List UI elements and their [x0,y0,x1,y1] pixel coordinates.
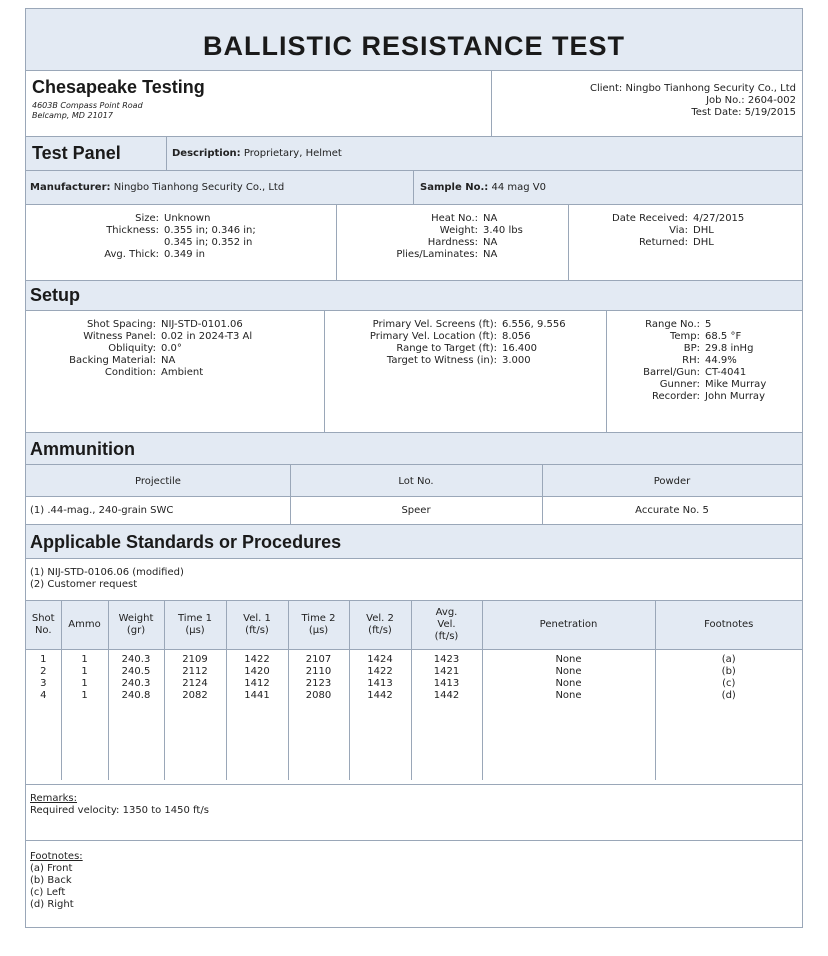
cell-shot-no: 4 [26,690,61,702]
barrel-gun-label: Barrel/Gun: [643,367,700,378]
shot-table-header-row [26,601,802,649]
col-header-line: Penetration [539,618,598,630]
remarks-text: Required velocity: 1350 to 1450 ft/s [30,805,209,816]
ammunition-row [26,497,802,525]
col-header-time1 [164,601,226,649]
witness-panel-label: Witness Panel: [83,331,156,342]
cell-weight: 240.3 [108,649,164,666]
manufacturer-field [30,182,284,193]
cell-footnote-ref: (a) [721,653,736,665]
col-header-line: Time 1 [177,612,212,624]
job-value: 2604-002 [747,95,796,106]
vel-screens-label: Primary Vel. Screens (ft): [372,319,497,330]
hardness-value: NA [483,237,498,248]
cell-time1: 2082 [164,690,226,702]
cell-time2: 2080 [288,690,349,702]
via-value: DHL [693,225,714,236]
col-header-vel1 [226,601,288,649]
client-label: Client: [589,83,623,94]
col-header-weight [108,601,164,649]
col-header-avg-vel [411,601,482,649]
standard-item: (1) NIJ-STD-0106.06 (modified) [30,567,184,578]
lab-block [32,77,472,121]
test-date-label: Test Date: [691,107,742,118]
col-header-line: (µs) [185,624,205,636]
returned-value: DHL [693,237,714,248]
footnote-item: (c) Left [30,887,66,898]
setup-details [26,311,802,433]
backing-material-label: Backing Material: [69,355,156,366]
condition-label: Condition: [104,367,156,378]
setup-col3 [608,319,800,403]
client-value: Ningbo Tianhong Security Co., Ltd [625,83,796,94]
condition-value: Ambient [161,367,204,378]
cell-penetration: None [482,666,655,678]
powder-col-header: Powder [653,476,691,487]
footnote-item: (d) Right [30,899,74,910]
ammunition-header [26,433,802,465]
date-received-label: Date Received: [612,213,688,224]
shot-table [26,601,802,780]
shot-spacing-value: NIJ-STD-0101.06 [161,319,243,330]
plies-label: Plies/Laminates: [396,249,478,260]
cell-weight: 240.8 [108,690,164,702]
projectile-col-header: Projectile [135,476,181,487]
bp-value: 29.8 inHg [705,343,754,354]
cell-vel1: 1422 [226,649,288,666]
remarks-section [26,785,802,841]
sample-value: 44 mag V0 [491,182,546,193]
standards-title: Applicable Standards or Procedures [30,532,342,552]
cell-time1: 2109 [164,649,226,666]
manufacturer-row [26,171,802,205]
col-header-line: No. [34,624,52,636]
job-label: Job No.: [706,95,745,106]
date-received-value: 4/27/2015 [693,213,745,224]
vel-location-label: Primary Vel. Location (ft): [369,331,497,342]
cell-vel1: 1412 [226,678,288,690]
panel-details-col1 [36,213,336,261]
temp-label: Temp: [669,331,700,342]
standards-list [26,559,802,601]
footnotes-block [30,851,83,911]
recorder-value: John Murray [705,391,765,402]
sample-label: Sample No.: [420,182,489,193]
lab-address-line1: 4603B Compass Point Road [32,101,143,110]
cell-vel2: 1442 [349,690,411,702]
size-label: Size: [135,213,159,224]
range-to-target-label: Range to Target (ft): [396,343,497,354]
thickness-value-cont: 0.345 in; 0.352 in [164,237,253,248]
table-row [26,678,802,690]
gunner-label: Gunner: [659,379,700,390]
col-header-ammo [61,601,108,649]
cell-shot-no: 1 [26,649,61,666]
target-to-witness-label: Target to Witness (in): [386,355,497,366]
cell-vel1: 1441 [226,690,288,702]
projectile-value: (1) .44-mag., 240-grain SWC [30,505,174,516]
backing-material-value: NA [161,355,176,366]
title-bar [26,9,802,71]
standards-header [26,525,802,559]
weight-value: 3.40 lbs [483,225,523,236]
footnotes-section [26,841,802,927]
setup-title: Setup [30,285,81,305]
col-header-line: (µs) [308,624,329,636]
table-row [26,649,802,666]
cell-time1: 2124 [164,678,226,690]
cell-time1: 2112 [164,666,226,678]
test-panel-details [26,205,802,281]
returned-label: Returned: [638,237,688,248]
weight-label: Weight: [439,225,478,236]
ammunition-title: Ammunition [30,439,135,459]
lot-col-header: Lot No. [398,476,434,487]
table-filler-row [26,702,802,780]
witness-panel-value: 0.02 in 2024-T3 Al [161,331,253,342]
via-label: Via: [669,225,688,236]
col-header-line: (ft/s) [434,630,459,642]
gunner-value: Mike Murray [705,379,767,390]
standards-items [30,567,184,591]
empty-cell [482,702,655,780]
thickness-label: Thickness: [106,225,159,236]
cell-footnote-ref: (c) [722,677,736,689]
cell-shot-no: 3 [26,678,61,690]
col-header-line: Ammo [68,618,101,630]
empty-cell [349,702,411,780]
col-header-line: Avg. [435,606,458,618]
col-header-time2 [288,601,349,649]
empty-cell [411,702,482,780]
cell-time2: 2107 [288,649,349,666]
footnotes-header: Footnotes: [30,851,83,862]
heat-no-label: Heat No.: [431,213,478,224]
cell-penetration: None [482,678,655,690]
table-row [26,666,802,678]
vel-location-value: 8.056 [502,331,531,342]
empty-cell [655,702,802,780]
report-title: BALLISTIC RESISTANCE TEST [202,31,625,61]
col-header-line: Shot [31,612,55,624]
empty-cell [61,702,108,780]
recorder-label: Recorder: [651,391,700,402]
col-header-line: Vel. 2 [366,612,394,624]
avg-thick-label: Avg. Thick: [104,249,159,260]
vel-screens-value: 6.556, 9.556 [502,319,566,330]
cell-shot-no: 2 [26,666,61,678]
temp-value: 68.5 °F [705,331,742,342]
setup-col2 [326,319,604,367]
manufacturer-value: Ningbo Tianhong Security Co., Ltd [113,182,285,193]
avg-thick-value: 0.349 in [164,249,205,260]
cell-time2: 2110 [288,666,349,678]
cell-ammo: 1 [61,690,108,702]
empty-cell [108,702,164,780]
range-no-label: Range No.: [645,319,700,330]
shot-spacing-label: Shot Spacing: [86,319,156,330]
sample-field [420,182,546,193]
range-no-value: 5 [705,319,712,330]
col-header-line: Weight [118,612,154,624]
cell-penetration: None [482,649,655,666]
col-header-footnotes [655,601,802,649]
col-header-line: Time 2 [301,612,336,624]
cell-penetration: None [482,690,655,702]
footnote-item: (a) Front [30,863,73,874]
col-header-line: (ft/s) [368,624,392,636]
lab-client-section [26,71,802,137]
empty-cell [26,702,61,780]
col-header-vel2 [349,601,411,649]
setup-header [26,281,802,311]
shot-table-section [26,601,802,785]
obliquity-value: 0.0° [161,343,182,354]
target-to-witness-value: 3.000 [502,355,531,366]
cell-ammo: 1 [61,649,108,666]
cell-vel2: 1413 [349,678,411,690]
manufacturer-label: Manufacturer: [30,182,111,193]
cell-footnote-ref: (d) [721,689,736,701]
cell-avg-vel: 1413 [411,678,482,690]
range-to-target-value: 16.400 [502,343,537,354]
table-row [26,690,802,702]
test-panel-title: Test Panel [32,143,121,163]
hardness-label: Hardness: [427,237,478,248]
cell-vel1: 1420 [226,666,288,678]
panel-details-col2 [338,213,563,261]
lab-address-line2: Belcamp, MD 21017 [32,111,113,120]
test-date-value: 5/19/2015 [744,107,796,118]
description-value: Proprietary, Helmet [243,148,342,159]
col-header-penetration [482,601,655,649]
cell-avg-vel: 1423 [411,649,482,666]
col-header-line: (gr) [126,624,146,636]
obliquity-label: Obliquity: [108,343,156,354]
standard-item: (2) Customer request [30,579,138,590]
empty-cell [288,702,349,780]
empty-cell [164,702,226,780]
powder-value: Accurate No. 5 [635,505,709,516]
plies-value: NA [483,249,498,260]
cell-ammo: 1 [61,666,108,678]
description-label: Description: [172,148,241,159]
col-header-line: Footnotes [704,618,754,630]
cell-weight: 240.3 [108,678,164,690]
cell-vel2: 1422 [349,666,411,678]
panel-details-col3 [571,213,796,249]
cell-time2: 2123 [288,678,349,690]
col-header-line: Vel. [437,618,456,630]
description-field [172,148,342,159]
col-header-line: Vel. 1 [243,612,271,624]
client-block [496,83,796,119]
barrel-gun-value: CT-4041 [705,367,747,378]
setup-col1 [32,319,322,379]
remarks-header: Remarks: [30,793,78,804]
cell-footnote-ref: (b) [721,665,736,677]
report-page [25,8,803,928]
lab-name: Chesapeake Testing [32,77,205,97]
col-header-shot-no [26,601,61,649]
cell-avg-vel: 1421 [411,666,482,678]
heat-no-value: NA [483,213,498,224]
cell-avg-vel: 1442 [411,690,482,702]
remarks-block [30,793,209,817]
size-value: Unknown [164,213,211,224]
cell-vel2: 1424 [349,649,411,666]
test-panel-header [26,137,802,171]
thickness-label-cont [36,237,159,249]
bp-label: BP: [683,343,700,354]
col-header-line: (ft/s) [245,624,269,636]
thickness-value: 0.355 in; 0.346 in; [164,225,256,236]
ammunition-col-headers [26,465,802,497]
empty-cell [226,702,288,780]
rh-label: RH: [682,355,700,366]
lot-value: Speer [401,505,431,516]
footnote-item: (b) Back [30,875,72,886]
rh-value: 44.9% [705,355,737,366]
cell-weight: 240.5 [108,666,164,678]
cell-ammo: 1 [61,678,108,690]
